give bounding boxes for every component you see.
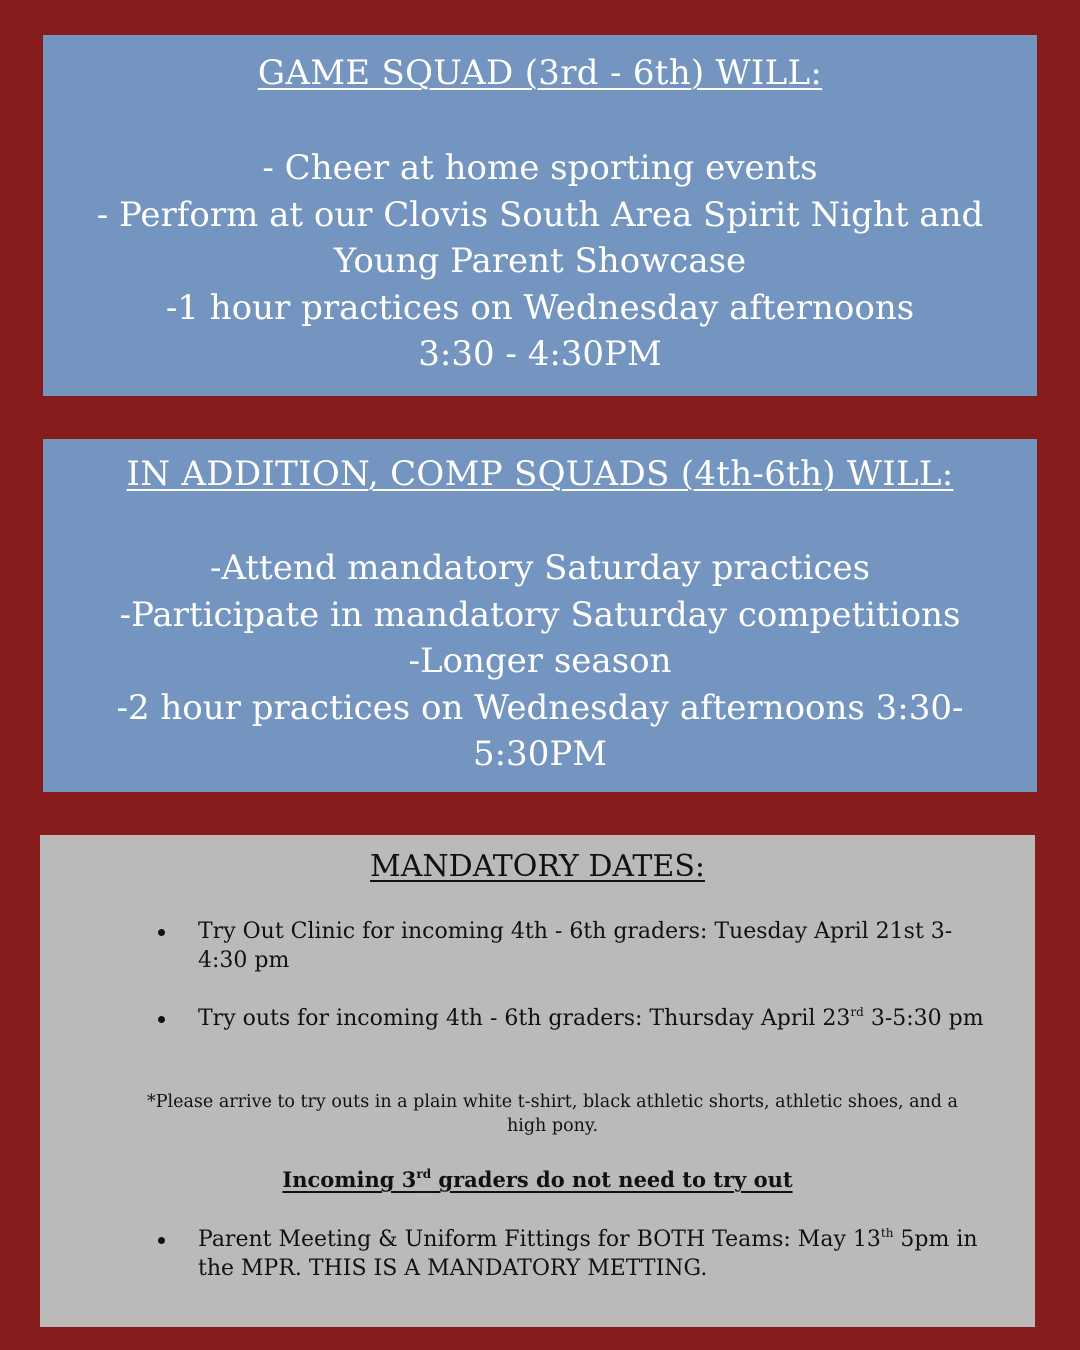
comp-squads-list [43, 545, 1037, 778]
clinic-text-cont: 4:30 pm [198, 948, 290, 973]
attire-note-line: high pony. [506, 1116, 599, 1136]
game-squad-line: Young Parent Showcase [333, 241, 747, 281]
attire-note-line: *Please arrive to try outs in a plain white t-shirt, black athletic shorts, athletic shoes, and a [147, 1092, 958, 1112]
parent-meeting-time: 5pm in [893, 1227, 978, 1252]
tryouts-time: 3-5:30 pm [863, 1006, 984, 1031]
comp-squads-line: 5:30PM [472, 734, 608, 774]
tryouts-text: Try outs for incoming 4th - 6th graders: Thursday April 23 [198, 1006, 851, 1031]
clinic-text: Try Out Clinic for incoming 4th - 6th graders: Tuesday April 21st 3- [198, 919, 953, 944]
list-item-parent-meeting [158, 1225, 998, 1283]
list-item-tryouts [158, 1004, 998, 1033]
game-squad-heading: GAME SQUAD (3rd - 6th) WILL: [257, 53, 823, 93]
game-squad-list [43, 145, 1037, 378]
third-graders-note: Incoming 3rd graders do not need to try out [282, 1167, 793, 1192]
comp-squads-line: -Participate in mandatory Saturday competitions [119, 594, 961, 635]
comp-squads-line: -Longer season [408, 641, 672, 681]
game-squad-line: -1 hour practices on Wednesday afternoons [165, 287, 915, 328]
game-squad-panel [43, 35, 1037, 396]
parent-meeting-text: Parent Meeting & Uniform Fittings for BOTH Teams: May 13 [198, 1227, 881, 1252]
comp-squads-heading: IN ADDITION, COMP SQUADS (4th-6th) WILL: [126, 454, 954, 494]
game-squad-line: - Perform at our Clovis South Area Spirit Night and [96, 194, 984, 235]
comp-squads-line: -2 hour practices on Wednesday afternoons 3:30- [116, 687, 964, 728]
game-squad-line: - Cheer at home sporting events [262, 148, 818, 188]
third-graders-ordinal: rd [416, 1167, 432, 1181]
attire-note [110, 1090, 995, 1138]
parent-meeting-ordinal: th [880, 1226, 894, 1240]
mandatory-dates-panel [40, 835, 1035, 1327]
comp-squads-panel [43, 439, 1037, 792]
mandatory-dates-heading: MANDATORY DATES: [370, 849, 705, 884]
parent-meeting-text-cont: the MPR. THIS IS A MANDATORY METTING. [198, 1256, 708, 1281]
list-item-clinic [158, 917, 998, 975]
tryouts-ordinal: rd [850, 1005, 864, 1019]
game-squad-line: 3:30 - 4:30PM [418, 334, 662, 374]
comp-squads-line: -Attend mandatory Saturday practices [209, 548, 871, 588]
